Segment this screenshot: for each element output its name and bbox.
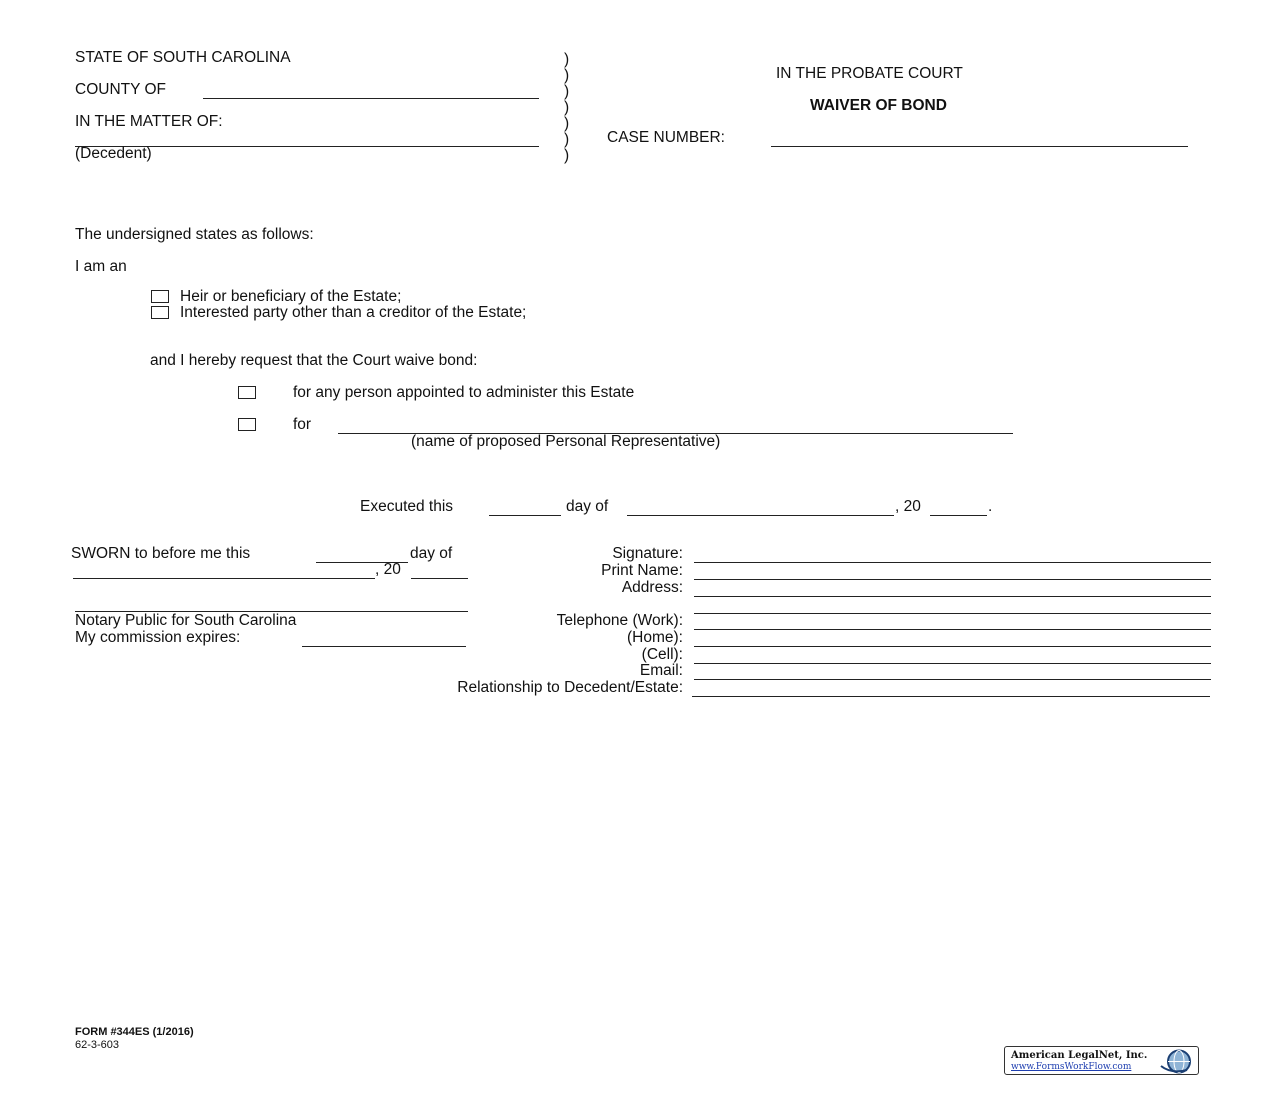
sworn-year-prefix: , 20 [375, 561, 401, 578]
address-input-line1[interactable] [694, 580, 1211, 597]
executed-year-input[interactable] [930, 499, 987, 516]
paren-divider: ) [564, 51, 570, 68]
signature-label: Signature: [612, 545, 683, 562]
form-number: FORM #344ES (1/2016) [75, 1026, 194, 1038]
personal-representative-caption: (name of proposed Personal Representative) [411, 433, 721, 450]
form-title: WAIVER OF BOND [810, 97, 947, 114]
executed-period: . [988, 498, 993, 515]
county-label: COUNTY OF [75, 81, 166, 98]
case-number-input[interactable] [771, 130, 1188, 147]
address-label: Address: [621, 579, 683, 596]
court-heading: IN THE PROBATE COURT [776, 65, 963, 82]
decedent-label: (Decedent) [75, 145, 152, 162]
state-heading: STATE OF SOUTH CAROLINA [75, 49, 291, 66]
intro-text: The undersigned states as follows: [75, 226, 314, 243]
relationship-label: Relationship to Decedent/Estate: [457, 679, 683, 696]
named-person-checkbox[interactable] [238, 418, 256, 431]
paren-divider: ) [564, 67, 570, 84]
executed-day-input[interactable] [489, 499, 561, 516]
telephone-work-input[interactable] [694, 613, 1211, 630]
any-person-option-label: for any person appointed to administer this Estate [293, 384, 635, 401]
sworn-day-of-text: day of [410, 545, 453, 562]
logo-url-link[interactable]: www.FormsWorkFlow.com [1011, 1062, 1132, 1072]
telephone-work-label: Telephone (Work): [556, 612, 683, 629]
paren-divider: ) [564, 99, 570, 116]
executed-text: Executed this [360, 498, 454, 515]
personal-representative-input[interactable] [338, 417, 1013, 434]
relationship-input[interactable] [692, 680, 1210, 697]
logo-company-name: American LegalNet, Inc. [1011, 1050, 1148, 1061]
telephone-home-input[interactable] [694, 630, 1211, 647]
heir-option-label: Heir or beneficiary of the Estate; [180, 288, 402, 305]
case-number-label: CASE NUMBER: [607, 129, 725, 146]
paren-divider: ) [564, 147, 570, 164]
globe-icon [1157, 1048, 1195, 1075]
executed-year-prefix: , 20 [895, 498, 921, 515]
paren-divider: ) [564, 131, 570, 148]
any-person-checkbox[interactable] [238, 386, 256, 399]
interested-party-option-label: Interested party other than a creditor of the Estate; [180, 304, 527, 321]
notary-label: Notary Public for South Carolina [75, 612, 297, 629]
executed-day-of-text: day of [566, 498, 609, 515]
email-label: Email: [639, 662, 683, 679]
statute-code: 62-3-603 [75, 1039, 120, 1051]
sworn-text: SWORN to before me this [71, 545, 251, 562]
county-input[interactable] [203, 82, 539, 99]
matter-label: IN THE MATTER OF: [75, 113, 223, 130]
publisher-logo[interactable] [1004, 1046, 1199, 1075]
for-label: for [293, 416, 312, 433]
i-am-an-text: I am an [75, 258, 127, 275]
notary-signature-input[interactable] [75, 595, 468, 612]
executed-month-input[interactable] [627, 499, 894, 516]
paren-divider: ) [564, 83, 570, 100]
request-text: and I hereby request that the Court waive bond: [150, 352, 478, 369]
heir-checkbox[interactable] [151, 290, 169, 303]
address-input-line2[interactable] [694, 597, 1211, 614]
print-name-label: Print Name: [601, 562, 683, 579]
commission-label: My commission expires: [75, 629, 241, 646]
signature-input[interactable] [694, 546, 1211, 563]
paren-divider: ) [564, 115, 570, 132]
telephone-home-label: (Home): [627, 629, 683, 646]
print-name-input[interactable] [694, 563, 1211, 580]
interested-party-checkbox[interactable] [151, 306, 169, 319]
email-input[interactable] [694, 663, 1211, 680]
telephone-cell-label: (Cell): [641, 646, 683, 663]
telephone-cell-input[interactable] [694, 647, 1211, 664]
